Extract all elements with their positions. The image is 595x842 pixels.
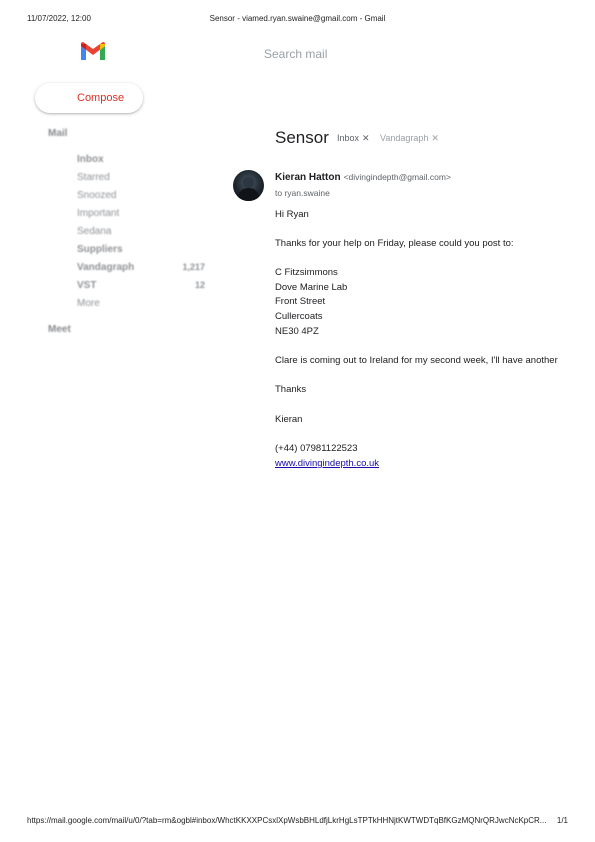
sender-line bbox=[275, 172, 451, 183]
address-line: NE30 4PZ bbox=[275, 326, 319, 337]
address-line: Dove Marine Lab bbox=[275, 282, 348, 293]
nav-item-more[interactable] bbox=[77, 298, 205, 312]
nav-item-starred[interactable] bbox=[77, 172, 205, 186]
address-line: Cullercoats bbox=[275, 311, 323, 322]
compose-label: Compose bbox=[77, 92, 125, 104]
avatar-head bbox=[243, 177, 254, 188]
email-signoff: Kieran bbox=[275, 414, 303, 425]
recipient-line[interactable]: to ryan.swaine bbox=[275, 188, 330, 198]
nav-item-sedana[interactable] bbox=[77, 226, 205, 240]
email-subject: Sensor bbox=[275, 128, 329, 147]
signature-phone: (+44) 07981122523 bbox=[275, 443, 358, 454]
avatar-body bbox=[238, 188, 259, 201]
label-chip-name: Vandagraph bbox=[380, 133, 429, 143]
nav-heading-mail[interactable]: Mail bbox=[48, 128, 68, 139]
address-line: Front Street bbox=[275, 296, 326, 307]
compose-button[interactable] bbox=[35, 83, 143, 113]
nav-item-label: Vandagraph bbox=[77, 262, 135, 273]
unread-count: 1,217 bbox=[182, 262, 205, 272]
nav-item-label: VST bbox=[77, 280, 97, 291]
nav-item-snoozed[interactable] bbox=[77, 190, 205, 204]
email-body-line: Clare is coming out to Ireland for my second week, I'll have another bbox=[275, 355, 558, 366]
sender-email[interactable]: <divingindepth@gmail.com> bbox=[343, 172, 451, 182]
address-line: C Fitzsimmons bbox=[275, 267, 338, 278]
nav-item-inbox[interactable] bbox=[77, 154, 205, 168]
email-greeting: Hi Ryan bbox=[275, 209, 309, 220]
print-header bbox=[27, 14, 568, 26]
nav-heading-meet[interactable]: Meet bbox=[48, 324, 71, 335]
close-icon[interactable]: ✕ bbox=[431, 133, 439, 143]
nav-item-vst[interactable] bbox=[77, 280, 205, 294]
label-chip-vandagraph[interactable] bbox=[380, 133, 439, 144]
nav-item-label: Suppliers bbox=[77, 244, 123, 255]
nav-item-important[interactable] bbox=[77, 208, 205, 222]
nav-item-label: Sedana bbox=[77, 226, 112, 237]
print-datetime: 11/07/2022, 12:00 bbox=[27, 14, 91, 23]
print-page-number: 1/1 bbox=[556, 816, 568, 825]
signature-website-link[interactable]: www.divingindepth.co.uk bbox=[275, 458, 380, 469]
nav-item-suppliers[interactable] bbox=[77, 244, 205, 258]
unread-count: 12 bbox=[194, 280, 205, 290]
nav-item-label: Starred bbox=[77, 172, 110, 183]
nav-item-label: Snoozed bbox=[77, 190, 117, 201]
nav-item-label: More bbox=[77, 298, 100, 309]
sender-name[interactable]: Kieran Hatton bbox=[275, 172, 341, 183]
gmail-logo-icon[interactable] bbox=[80, 42, 106, 62]
close-icon[interactable]: ✕ bbox=[362, 133, 370, 143]
avatar[interactable] bbox=[233, 170, 264, 201]
email-body-line: Thanks for your help on Friday, please could you post to: bbox=[275, 238, 514, 249]
nav-item-label: Important bbox=[77, 208, 120, 219]
print-url: https://mail.google.com/mail/u/0/?tab=rm&ogbl#inbox/WhctKKXXPCsxlXpWsbBHLdfjLkrHgLsTPTkHHNjtKWTWDTqBfKGzMQNrQRJwcNcKpCR... bbox=[27, 816, 547, 825]
search-input[interactable]: Search mail bbox=[264, 47, 328, 61]
nav-item-vandagraph[interactable] bbox=[77, 262, 205, 276]
print-footer bbox=[27, 816, 568, 828]
label-chip-inbox[interactable] bbox=[337, 133, 370, 144]
nav-item-label: Inbox bbox=[77, 154, 104, 165]
email-thanks: Thanks bbox=[275, 384, 307, 395]
print-page-title: Sensor - viamed.ryan.swaine@gmail.com - Gmail bbox=[209, 14, 386, 23]
label-chip-name: Inbox bbox=[337, 133, 360, 143]
